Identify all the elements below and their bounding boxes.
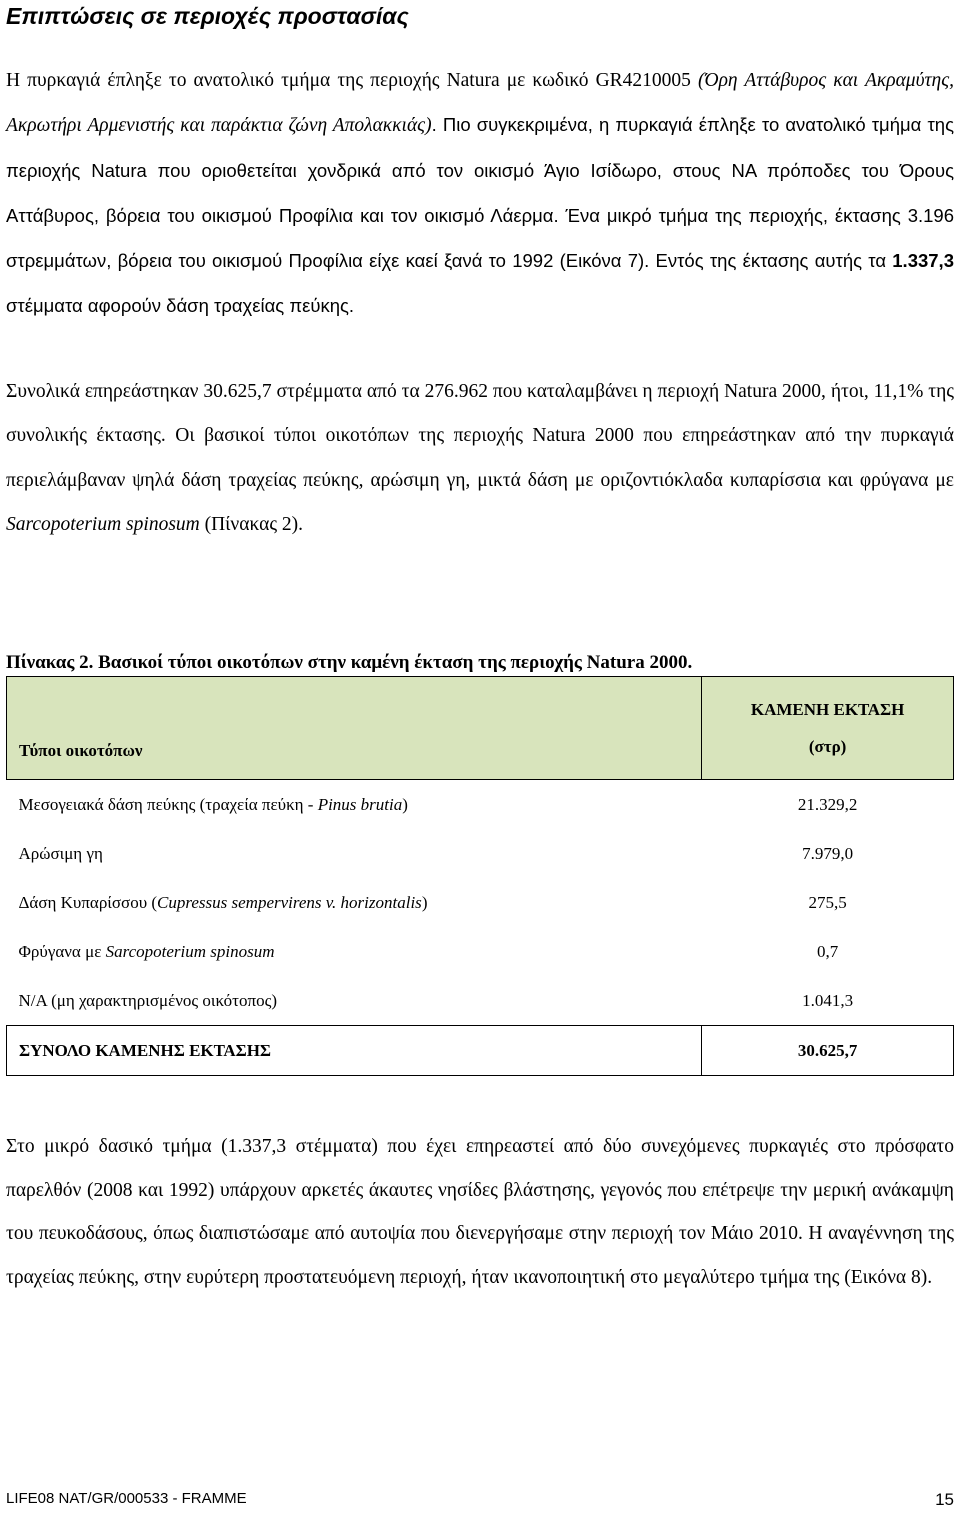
header-burned-area (702, 677, 954, 780)
footer-project-code: LIFE08 NAT/GR/000533 - FRAMME (6, 1490, 247, 1507)
habitat-name-cell (7, 927, 702, 976)
habitat-name-text: Φρύγανα με (18, 941, 106, 961)
text-segment: Συνολικά επηρεάστηκαν 30.625,7 στρέμματα από τα 276.962 που καταλαμβάνει η περιοχή Natura 2000, ήτοι, 11,1% της συνολικής έκτασης. Οι βασικοί τύποι οικοτόπων της περιοχής Natura 2000 που επηρεάστηκαν από την πυρκαγιά περιελάμβαναν ψηλά δάση τραχείας πεύκης, αρώσιμη γη, μικτά δάση με οριζοντιόκλαδα κυπαρίσσια και φρύγανα με (6, 381, 954, 491)
species-name-italic: Sarcopoterium spinosum (6, 513, 200, 535)
habitat-name-text: Μεσογειακά δάση πεύκης (τραχεία πεύκη - (18, 794, 318, 814)
habitat-name-text: Δάση Κυπαρίσσου ( (18, 892, 158, 912)
text-segment: . Πιο συγκεκριμένα, η πυρκαγιά έπληξε το ανατολικό τμήμα της περιοχής Natura που οριοθετείται χονδρικά από τον οικισμό Άγιο Ισίδωρο, στους ΝΑ πρόποδες του Όρους Αττάβυρος, βόρεια του οικισμού Προφίλια και τον οικισμό Λάερμα. Ένα μικρό τμήμα της περιοχής, έκτασης 3.196 στρεμμάτων, βόρεια του οικισμού Προφίλια είχε καεί ξανά το 1992 (Εικόνα 7). Εντός της έκτασης αυτής τα (6, 114, 954, 272)
paragraph-natura-impact (6, 59, 954, 330)
table-header-row (7, 677, 954, 780)
header-burned-area-label: ΚΑΜΕΝΗ ΕΚΤΑΣΗ (750, 700, 905, 719)
header-burned-area-unit: (στρ) (808, 737, 847, 756)
habitat-name-text: N/A (μη χαρακτηρισμένος οικότοπος) (18, 990, 277, 1010)
forest-area-bold: 1.337,3 (892, 250, 954, 272)
paragraph-regeneration: Στο μικρό δασικό τμήμα (1.337,3 στέμματα) που έχει επηρεαστεί από δύο συνεχόμενες πυρκαγιές στο πρόσφατο παρελθόν (2008 και 1992) υπάρχουν αρκετές άκαυτες νησίδες βλάστησης, γεγονός που επέτρεψε την μερική ανάκαμψη του πευκοδάσους, όπως διαπιστώσαμε από αυτοψία που διενεργήσαμε στην περιοχή τον Μάιο 2010. Η αναγέννηση της τραχείας πεύκης, στην ευρύτερη προστατευόμενη περιοχή, ήταν ικανοποιητική στο μεγαλύτερο τμήμα της (Εικόνα 8). (6, 1136, 954, 1288)
habitat-name-text: Αρώσιμη γη (18, 843, 103, 863)
table-row (7, 976, 954, 1026)
habitat-species-italic: Pinus brutia (317, 794, 403, 814)
habitat-name-cell (7, 780, 702, 830)
text-segment: στέμματα αφορούν δάση τραχείας πεύκης. (6, 295, 355, 317)
table-row (7, 878, 954, 927)
burned-area-value: 275,5 (808, 892, 847, 912)
burned-area-value: 0,7 (816, 941, 839, 961)
total-label: ΣΥΝΟΛΟ ΚΑΜΕΝΗΣ ΕΚΤΑΣΗΣ (7, 1026, 702, 1076)
table-total-row (7, 1026, 954, 1076)
table-row (7, 780, 954, 830)
burned-area-value: 21.329,2 (797, 794, 858, 814)
habitat-species-italic: Cupressus sempervirens v. horizontalis (157, 892, 422, 912)
section-heading: Επιπτώσεις σε περιοχές προστασίας (6, 3, 409, 29)
text-segment: (Πίνακας 2). (199, 513, 304, 535)
habitat-table (6, 676, 954, 1076)
habitat-name-suffix: ) (421, 892, 428, 912)
habitat-name-cell (7, 976, 702, 1026)
header-habitat-type: Τύποι οικοτόπων (7, 677, 702, 780)
total-value: 30.625,7 (702, 1026, 954, 1076)
burned-area-value: 7.979,0 (802, 843, 854, 863)
site-name-italic: (Όρη Αττάβυρος και Ακραμύτης, Ακρωτήρι Αρμενιστής και παράκτια ζώνη Απολακκιάς) (6, 70, 954, 137)
burned-area-value: 1.041,3 (802, 990, 854, 1010)
habitat-name-suffix: ) (402, 794, 408, 814)
page-number: 15 (935, 1490, 954, 1509)
table-row (7, 927, 954, 976)
text-segment: Η πυρκαγιά έπληξε το ανατολικό τμήμα της περιοχής Natura με κωδικό GR4210005 (6, 70, 698, 91)
table-caption: Πίνακας 2. Βασικοί τύποι οικοτόπων στην καμένη έκταση της περιοχής Natura 2000. (6, 652, 693, 673)
habitat-species-italic: Sarcopoterium spinosum (105, 941, 275, 961)
habitat-name-cell (7, 878, 702, 927)
paragraph-habitat-summary (6, 370, 954, 547)
habitat-name-cell (7, 829, 702, 878)
table-row (7, 829, 954, 878)
